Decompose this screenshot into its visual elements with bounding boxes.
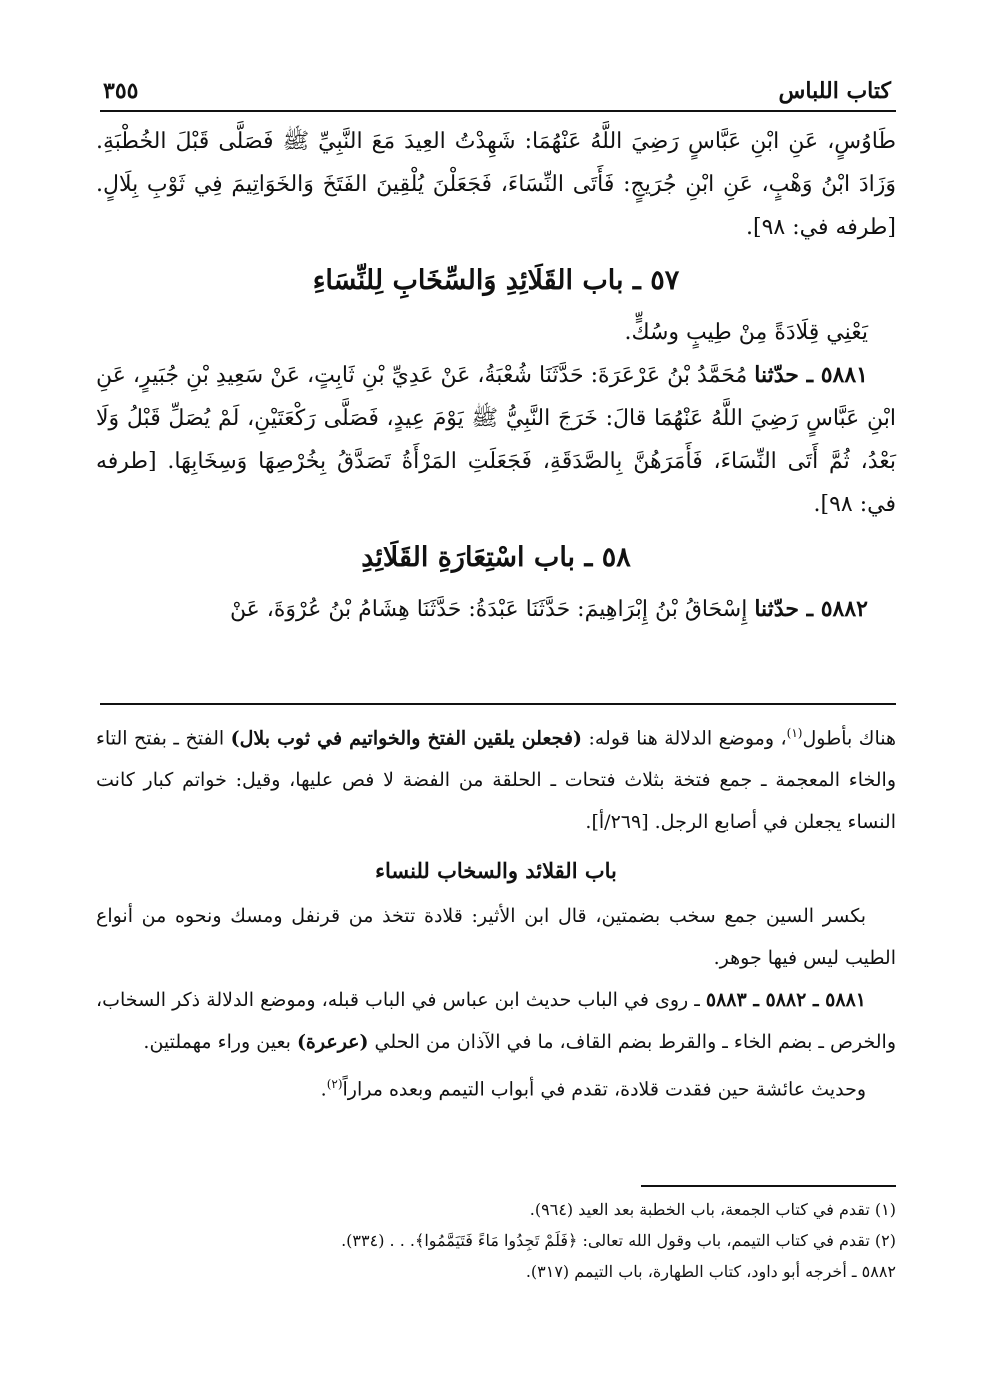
commentary-text: وحديث عائشة حين فقدت قلادة، تقدم في أبواب التيمم وبعده مراراً	[342, 1078, 866, 1101]
hadith-5882	[96, 588, 896, 631]
commentary-rule	[100, 703, 896, 705]
commentary-paragraph-3	[96, 979, 896, 1063]
footnote-3: ٥٨٨٢ ـ أخرجه أبو داود، كتاب الطهارة، باب التيمم (٣١٧).	[525, 1262, 896, 1281]
footnote-ref-2: (٢)	[326, 1077, 343, 1092]
footnote-ref-1: (١)	[786, 726, 803, 740]
commentary-paragraph-1	[96, 712, 896, 843]
commentary-text: بعين وراء مهملتين.	[143, 1031, 297, 1054]
running-head: كتاب اللباس	[778, 78, 891, 104]
hadith-number-5882: ٥٨٨٢ ـ حدّثنا	[754, 596, 868, 622]
page-number: ٣٥٥	[103, 78, 139, 104]
paragraph-yani: يَعْنِي قِلَادَةً مِنْ طِيبٍ وسُكٍّ.	[624, 320, 868, 345]
commentary-section	[96, 712, 896, 1111]
commentary-text: ـ روى في الباب حديث ابن عباس في الباب قبله، وموضع الدلالة ذكر السخاب، والخرص ـ بضم الخاء ـ والقرط بضم القاف، ما في الآذان من الحلي	[96, 989, 896, 1054]
hadith-text	[96, 120, 896, 631]
hadith-5881	[96, 354, 896, 526]
commentary-paragraph-2: بكسر السين جمع سخب بضمتين، قال ابن الأثير: قلادة تتخذ من قرنفل ومسك ونحوه من أنواع الطيب ليس فيها جوهر.	[96, 905, 896, 970]
footnotes	[96, 1194, 896, 1287]
commentary-text: هناك بأطول	[802, 727, 896, 750]
chapter-heading-58: ٥٨ ـ باب اسْتِعَارَةِ القَلَائِدِ	[361, 542, 631, 573]
hadith-5881-text: مُحَمَّدُ بْنُ عَرْعَرَةَ: حَدَّثَنَا شُعْبَةُ، عَنْ عَدِيِّ بْنِ ثَابِتٍ، عَنْ سَعِيدِ بْنِ جُبَيرٍ، عَنِ ابْنِ عَبَّاسٍ رَضِيَ اللَّهُ عَنْهُمَا قالَ: خَرَجَ النَّبِيُّ ﷺ يَوْمَ عِيدٍ، فَصَلَّى رَكْعَتَيْنِ، لَمْ يُصَلِّ قَبْلُ وَلَا بَعْدُ، ثُمَّ أَتَى النِّسَاءَ، فَأَمَرَهُنَّ بِالصَّدَقَةِ، فَجَعَلَتِ المَرْأَةُ تَصَدَّقُ بِخُرْصِهَا وَسِخَابِهَا. [طرفه في: ٩٨].	[96, 363, 896, 517]
footnote-rule	[641, 1185, 896, 1187]
chapter-heading-57: ٥٧ ـ باب القَلَائِدِ وَالسِّخَابِ لِلنِّسَاءِ	[312, 265, 680, 296]
commentary-paragraph-4	[96, 1063, 896, 1110]
footnote-2: (٢) تقدم في كتاب التيمم، باب وقول الله تعالى: ﴿فَلَمْ تَجِدُوا مَاءً فَتَيَمَّمُوا﴾. . . (٣٣٤).	[341, 1231, 896, 1250]
header-rule	[100, 110, 896, 112]
commentary-text: .	[320, 1078, 327, 1101]
quoted-phrase: (فجعلن يلقين الفتخ والخواتيم في ثوب بلال)	[230, 727, 582, 750]
paragraph-tawus: طَاوُسٍ، عَنِ ابْنِ عَبَّاسٍ رَضِيَ اللَّهُ عَنْهُمَا: شَهِدْتُ العِيدَ مَعَ النَّبِيِّ ﷺ فَصَلَّى قَبْلَ الخُطْبَةِ. وَزَادَ ابْنُ وَهْبٍ، عَنِ ابْنِ جُرَيجٍ: فَأَتَى النِّسَاءَ، فَجَعَلْنَ يُلْقِينَ الفَتَخَ وَالخَوَاتِيمَ فِي ثَوْبِ بِلَالٍ. [طرفه في: ٩٨].	[96, 129, 896, 240]
hadith-5882-text: إِسْحَاقُ بْنُ إِبْرَاهِيمَ: حَدَّثَنَا عَبْدَةُ: حَدَّثَنَا هِشَامُ بْنُ عُرْوَةَ، عَنْ	[229, 597, 748, 622]
commentary-text: ، وموضع الدلالة هنا قوله:	[581, 727, 787, 750]
footnote-1: (١) تقدم في كتاب الجمعة، باب الخطبة بعد العيد (٩٦٤).	[529, 1200, 896, 1219]
quoted-name: (عرعرة)	[296, 1031, 369, 1054]
commentary-text: الفتخ ـ بفتح التاء والخاء المعجمة ـ جمع فتخة بثلاث فتحات ـ الحلقة من الفضة لا فص عليها، وقيل: خواتم كبار كانت النساء يجعلن في أصابع الرجل. [٢٦٩/أ].	[96, 727, 896, 834]
hadith-numbers: ٥٨٨١ ـ ٥٨٨٢ ـ ٥٨٨٣	[705, 989, 866, 1012]
commentary-heading: باب القلائد والسخاب للنساء	[375, 858, 617, 884]
hadith-number-5881: ٥٨٨١ ـ حدّثنا	[754, 362, 868, 388]
